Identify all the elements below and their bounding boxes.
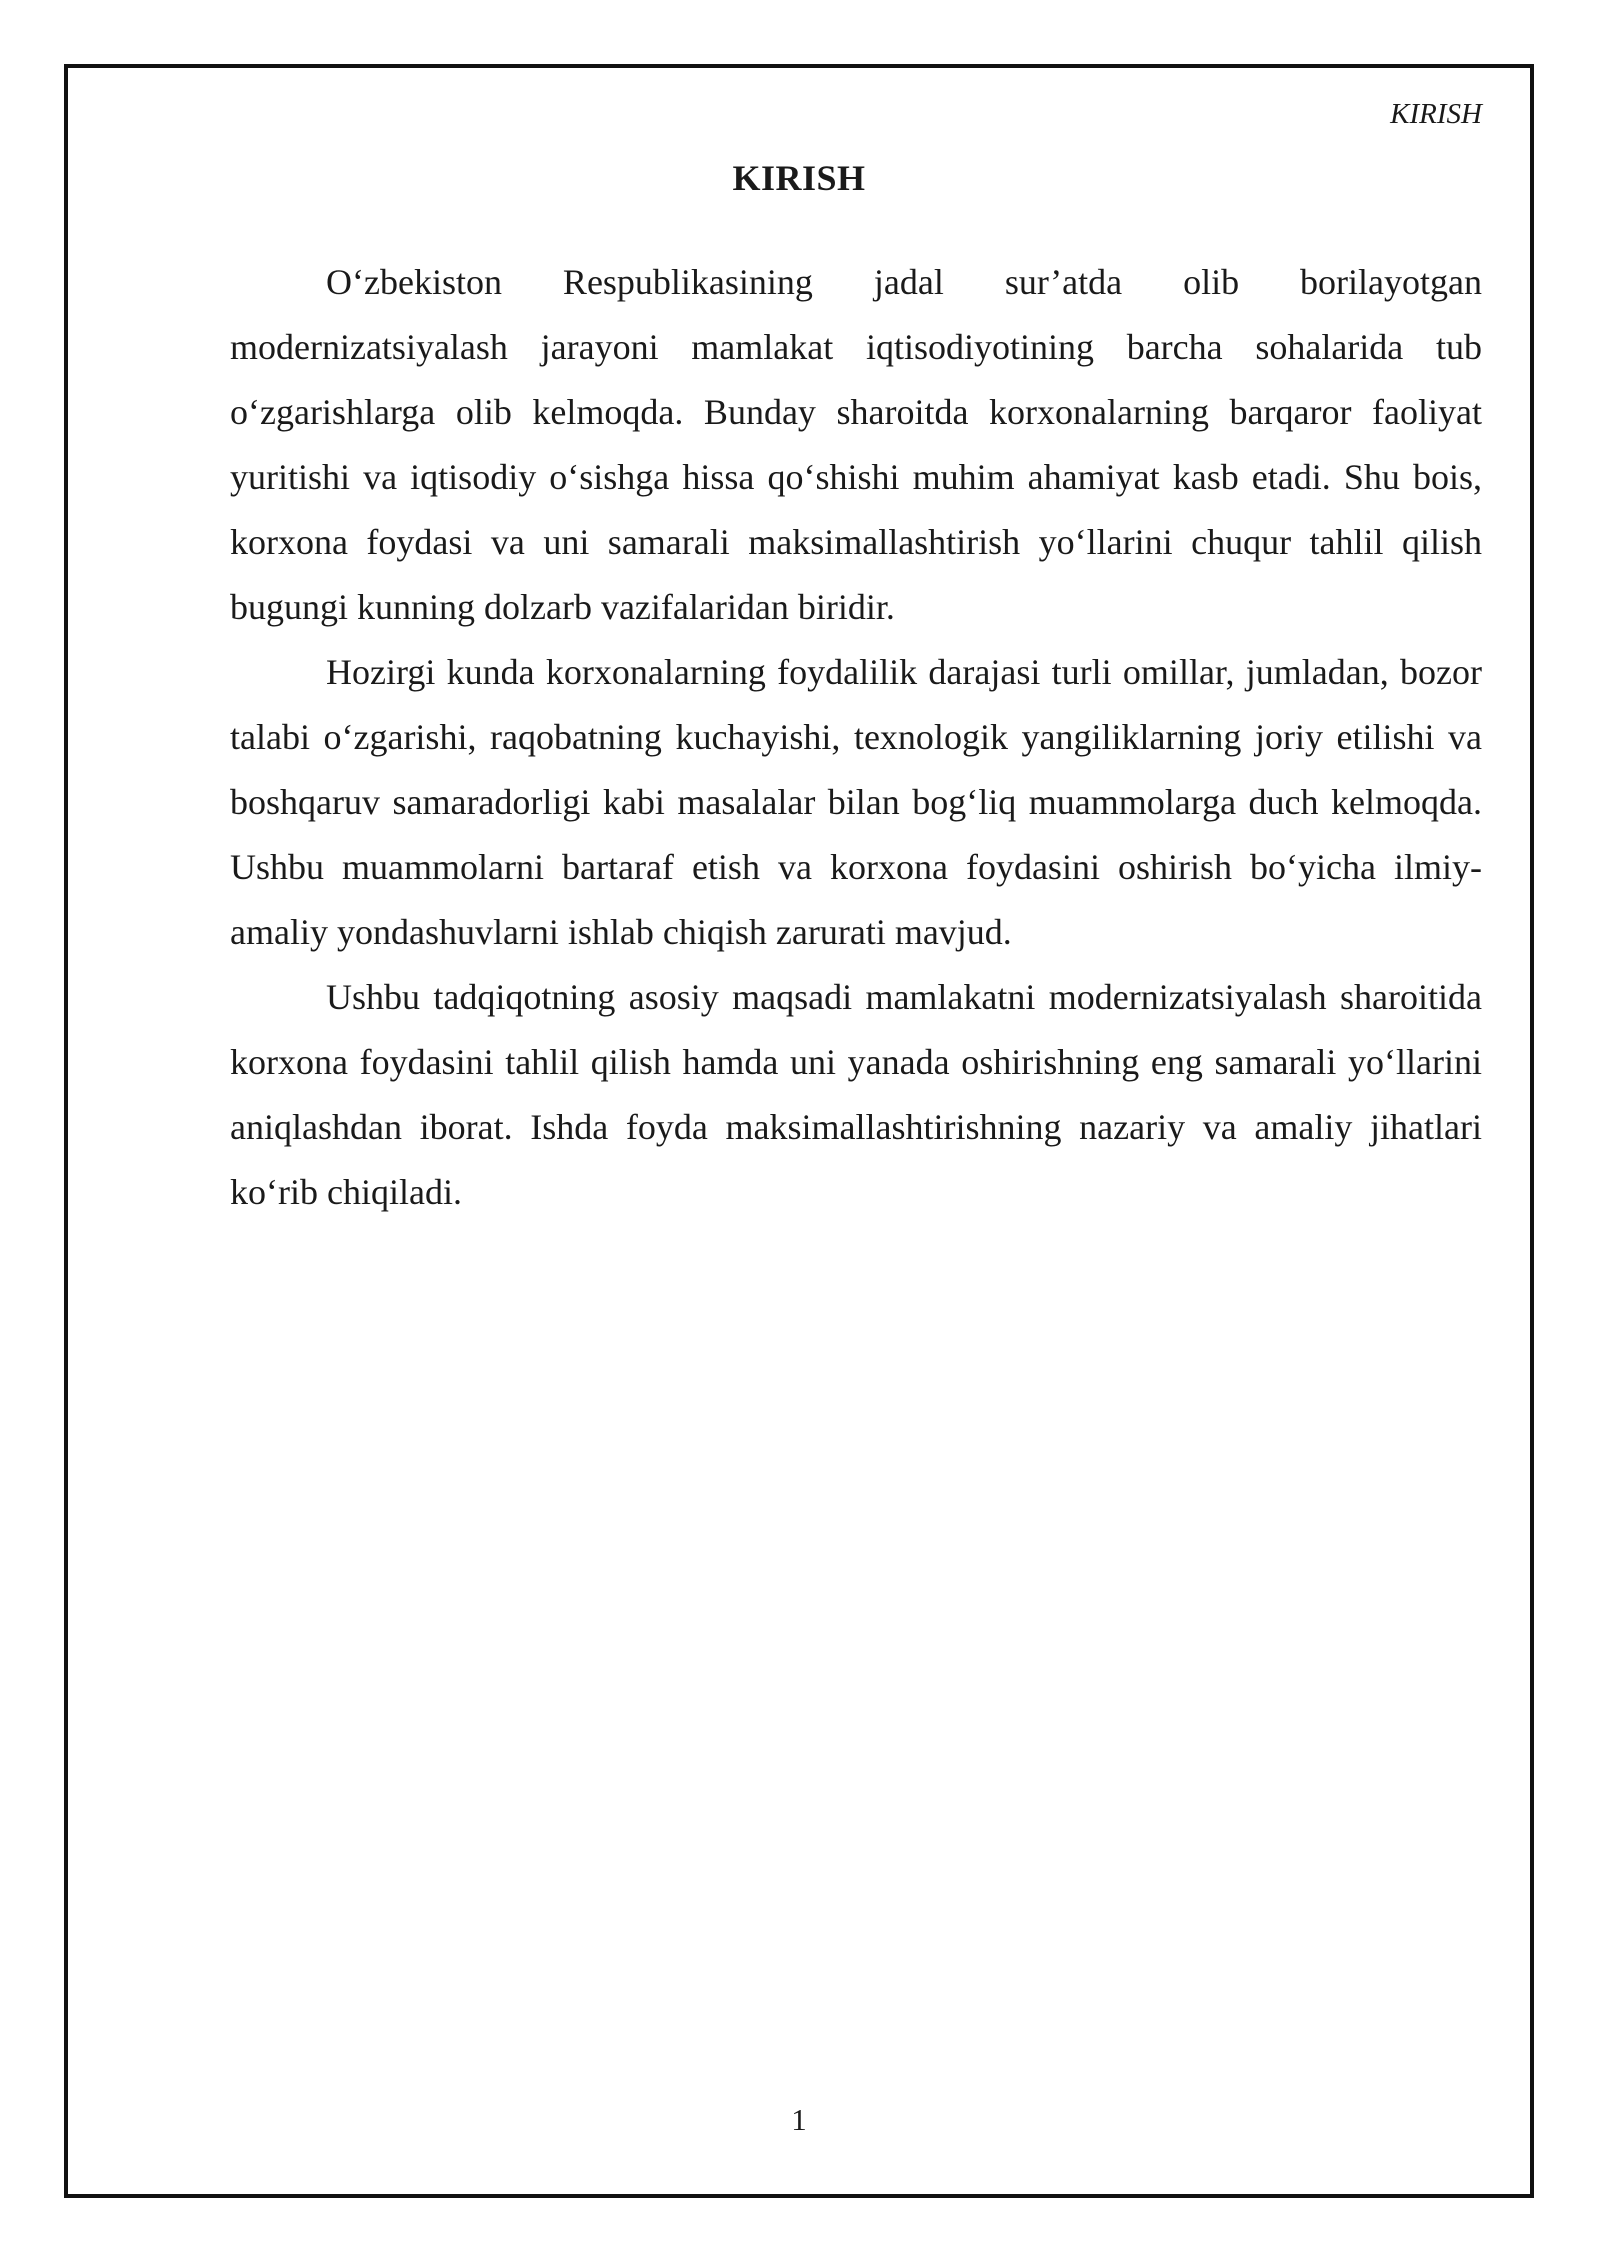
paragraph-3: Ushbu tadqiqotning asosiy maqsadi mamlakatni modernizatsiyalash sharoitida korxona foydasini tahlil qilish hamda uni yanada oshirishning eng samarali yo‘llarini aniqlashdan iborat. Ishda foyda maksimallashtirishning nazariy va amaliy jihatlari ko‘rib chiqiladi.	[230, 977, 1482, 1212]
paragraph-1: O‘zbekiston Respublikasining jadal sur’atda olib borilayotgan modernizatsiyalash jarayoni mamlakat iqtisodiyotining barcha sohalarida tub o‘zgarishlarga olib kelmoqda. Bunday sharoitda korxonalarning barqaror faoliyat yuritishi va iqtisodiy o‘sishga hissa qo‘shishi muhim ahamiyat kasb etadi. Shu bois, korxona foydasi va uni samarali maksimallashtirish yo‘llarini chuqur tahlil qilish bugungi kunning dolzarb vazifalaridan biridir.	[230, 262, 1482, 627]
running-header: KIRISH	[1390, 98, 1482, 130]
body-text	[230, 250, 1482, 1225]
paragraph-2: Hozirgi kunda korxonalarning foydalilik darajasi turli omillar, jumladan, bozor talabi o‘zgarishi, raqobatning kuchayishi, texnologik yangiliklarning joriy etilishi va boshqaruv samaradorligi kabi masalalar bilan bog‘liq muammolarga duch kelmoqda. Ushbu muammolarni bartaraf etish va korxona foydasini oshirish bo‘yicha ilmiy-amaliy yondashuvlarni ishlab chiqish zarurati mavjud.	[230, 652, 1482, 952]
page-frame	[64, 64, 1534, 2198]
page-title: KIRISH	[732, 158, 866, 198]
page-number: 1	[791, 2102, 807, 2137]
